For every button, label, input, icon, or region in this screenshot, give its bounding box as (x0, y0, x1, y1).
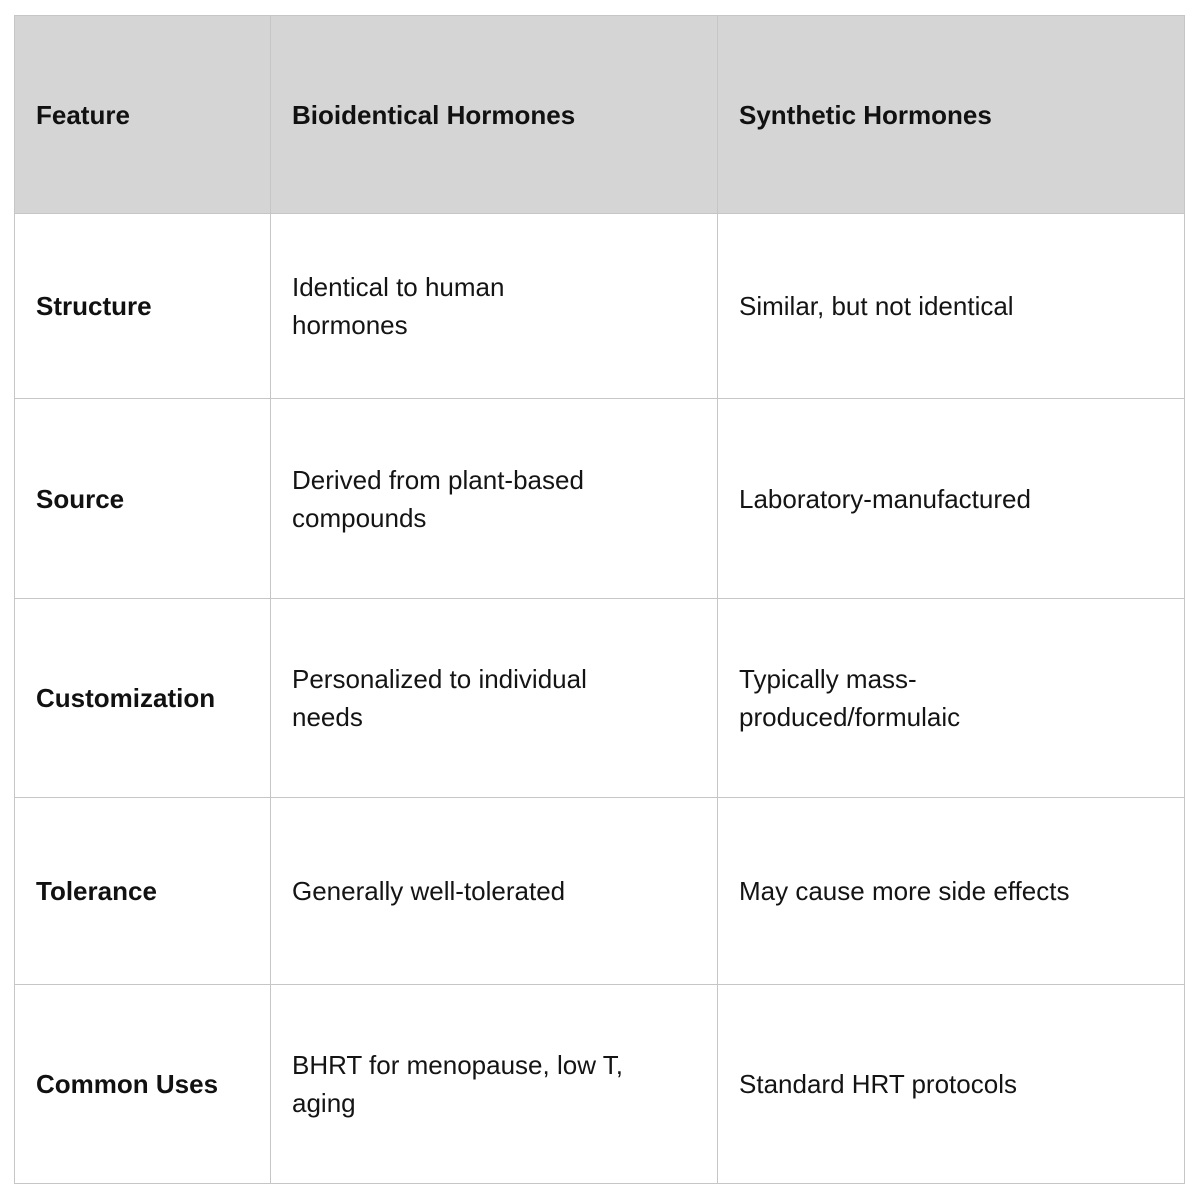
table-row-tolerance (15, 798, 1185, 985)
cell-text: Structure (36, 291, 152, 321)
header-row (15, 16, 1185, 214)
cell-text: Similar, but not identical (739, 291, 1014, 321)
table-row-customization (15, 599, 1185, 798)
cell-text: Identical to human hormones (292, 272, 505, 340)
bioidentical-cell (271, 599, 718, 798)
cell-text: BHRT for menopause, low T, aging (292, 1050, 623, 1118)
cell-text: Source (36, 483, 125, 514)
table-row-structure (15, 214, 1185, 399)
cell-text: Standard HRT protocols (739, 1069, 1017, 1099)
column-header-feature (15, 16, 271, 214)
synthetic-cell (718, 599, 1185, 798)
feature-cell (15, 985, 271, 1184)
synthetic-cell (718, 214, 1185, 399)
synthetic-cell (718, 985, 1185, 1184)
column-header-label: Feature (36, 99, 130, 130)
feature-cell (15, 798, 271, 985)
cell-text: May cause more side effects (739, 876, 1070, 906)
bioidentical-cell (271, 214, 718, 399)
column-header-label: Synthetic Hormones (739, 99, 992, 130)
synthetic-cell (718, 399, 1185, 599)
cell-text: Customization (36, 683, 216, 713)
bioidentical-cell (271, 399, 718, 599)
column-header-label: Bioidentical Hormones (292, 99, 576, 130)
cell-text: Generally well-tolerated (292, 876, 566, 906)
cell-text: Tolerance (36, 876, 157, 906)
cell-text: Personalized to individual needs (292, 664, 587, 732)
synthetic-cell (718, 798, 1185, 985)
column-header-bioidentical (271, 16, 718, 214)
table-row-source (15, 399, 1185, 599)
feature-cell (15, 399, 271, 599)
cell-text: Typically mass-produced/formulaic (739, 664, 961, 732)
feature-cell (15, 214, 271, 399)
table-row-common-uses (15, 985, 1185, 1184)
column-header-synthetic (718, 16, 1185, 214)
bioidentical-cell (271, 985, 718, 1184)
hormone-comparison-table (14, 15, 1185, 1184)
cell-text: Laboratory-manufactured (739, 483, 1031, 514)
cell-text: Common Uses (36, 1069, 219, 1099)
cell-text: Derived from plant-based compounds (292, 464, 584, 533)
feature-cell (15, 599, 271, 798)
bioidentical-cell (271, 798, 718, 985)
